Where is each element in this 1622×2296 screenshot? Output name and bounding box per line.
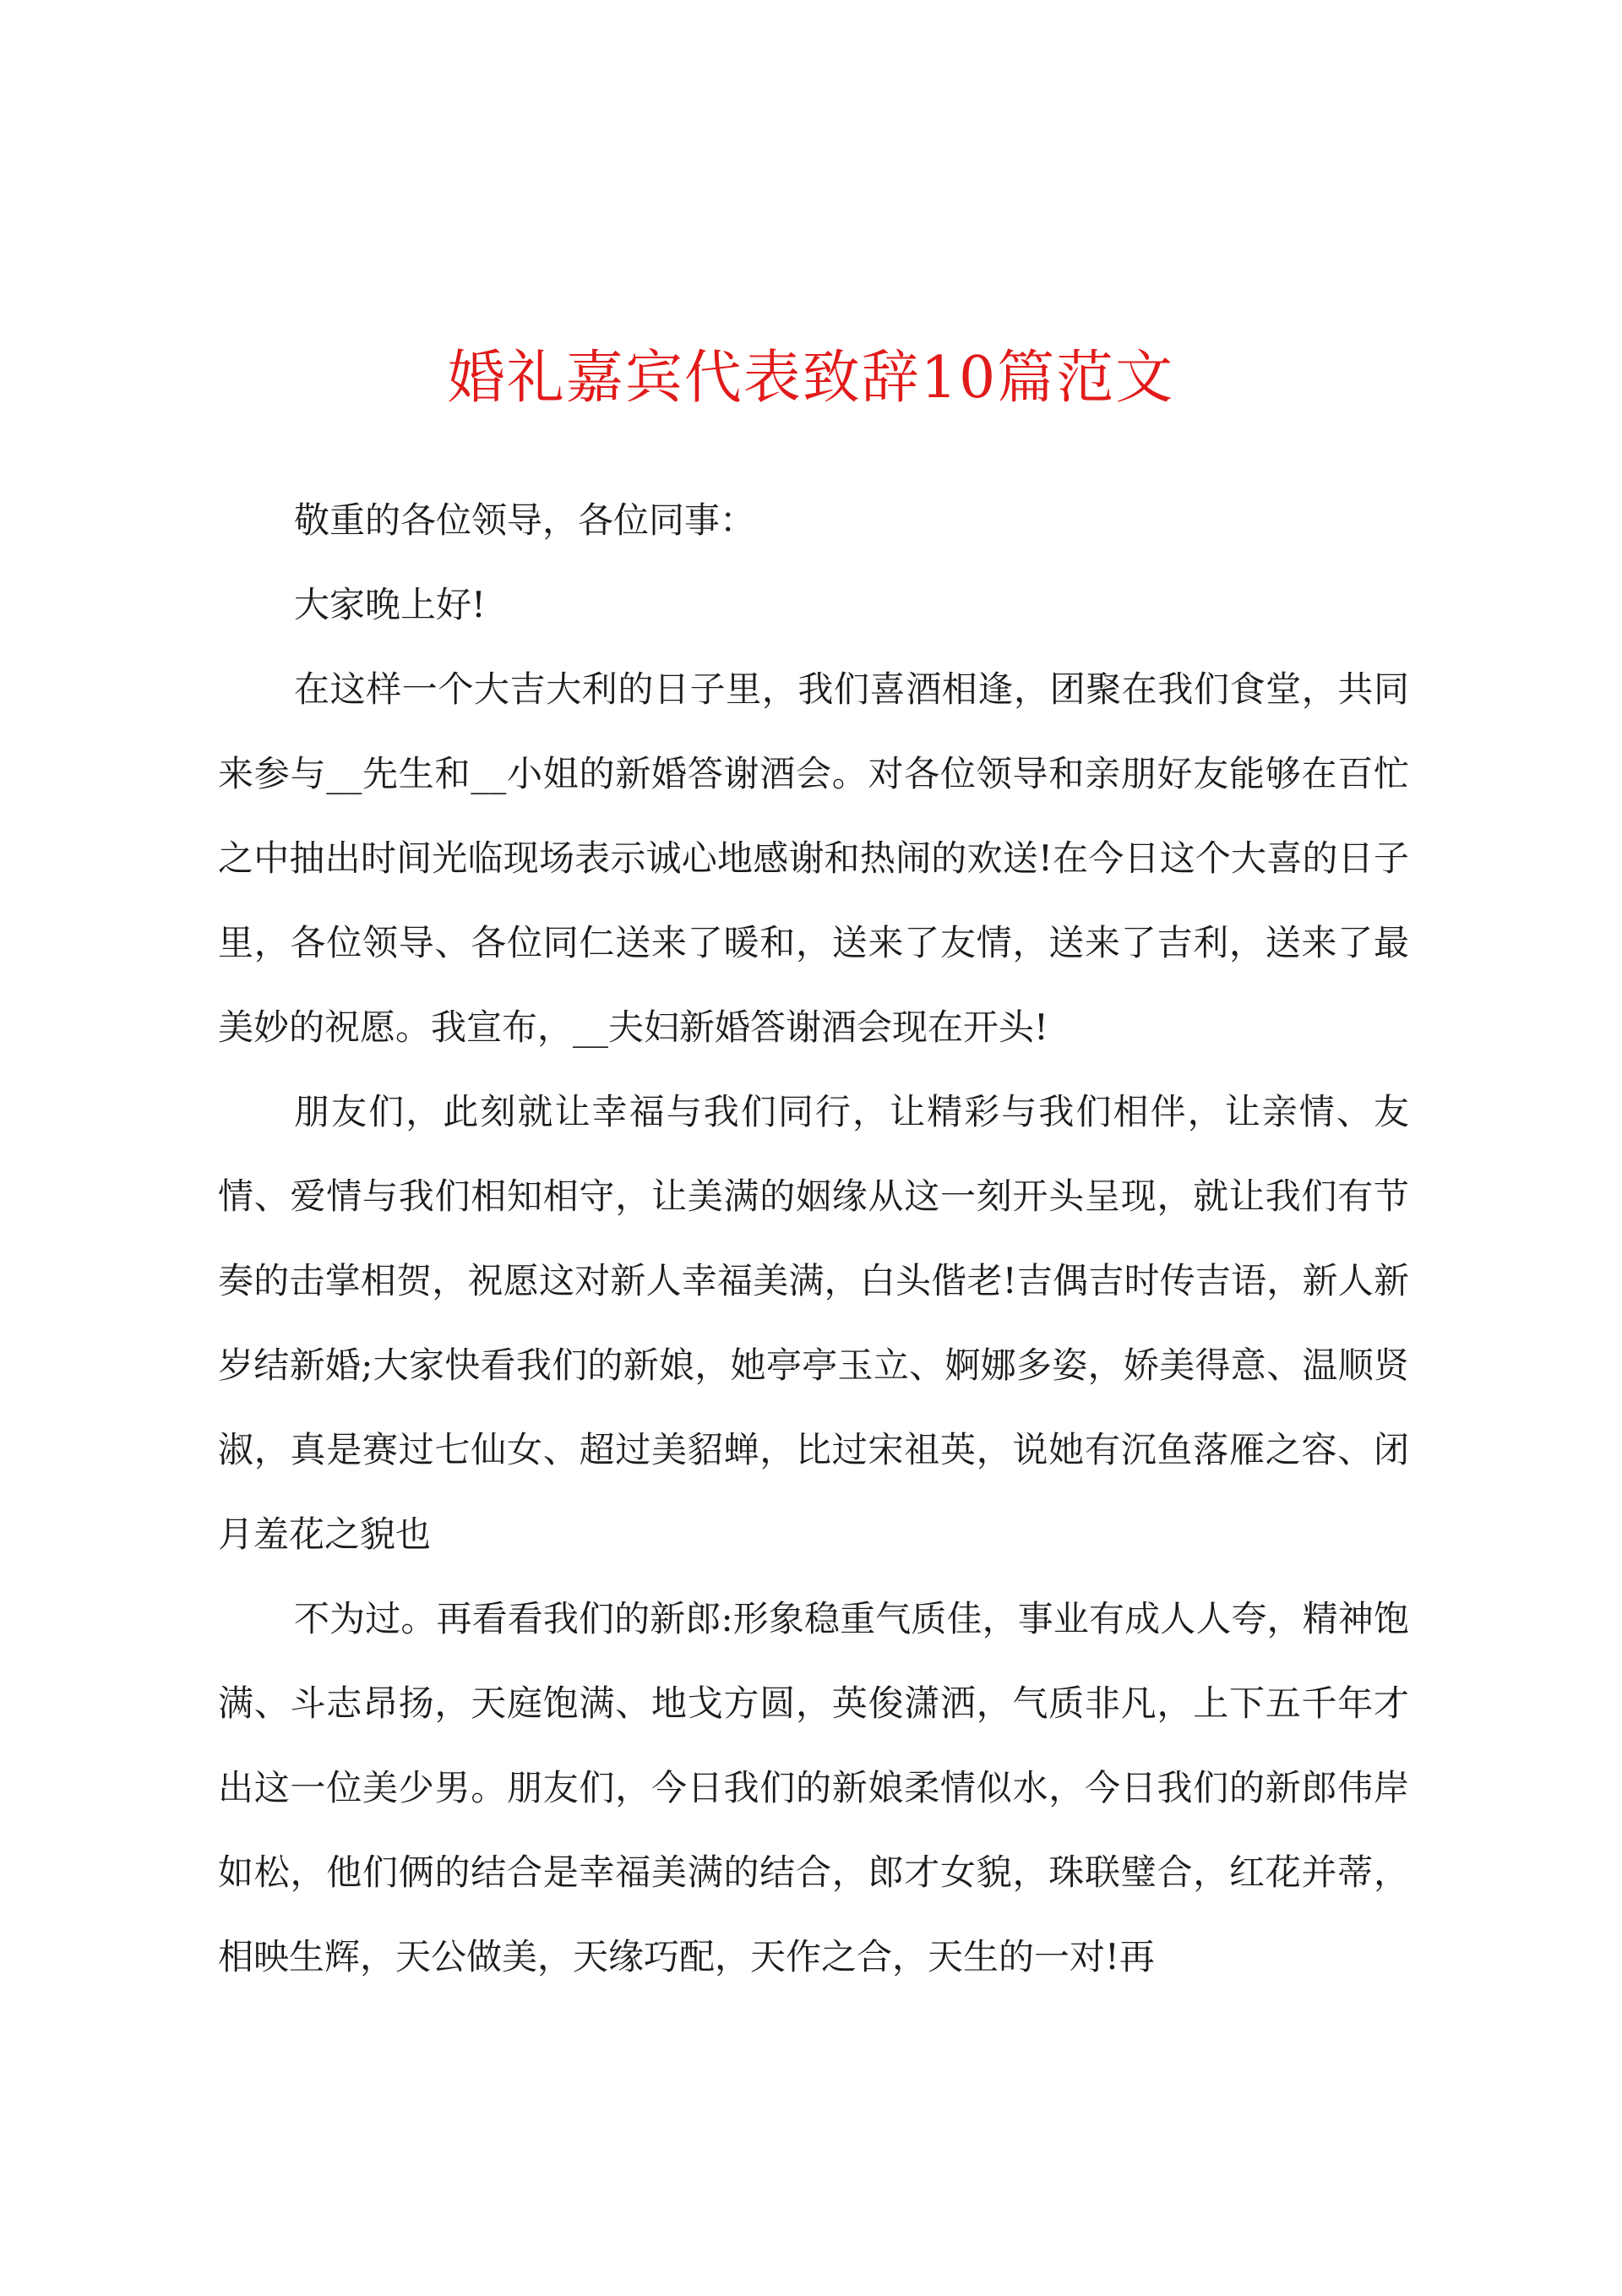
paragraph-greeting: 大家晚上好! xyxy=(294,584,486,625)
paragraph-groom: 不为过。再看看我们的新郎:形象稳重气质佳，事业有成人人夸，精神饱满、斗志昂扬，天庭饱满、地戈方圆，英俊潇洒，气质非凡，上下五千年才出这一位美少男。朋友们，今日我们的新娘柔情似水，今日我们的新郎伟岸如松，他们俩的结合是幸福美满的结合，郎才女貌，珠联璧合，红花并蒂，相映生辉，天公做美，天缘巧配，天作之合，天生的一对!再 xyxy=(218,1598,1409,1977)
paragraph-opening: 在这样一个大吉大利的日子里，我们喜酒相逢，团聚在我们食堂，共同来参与__先生和__小姐的新婚答谢酒会。对各位领导和亲朋好友能够在百忙之中抽出时间光临现场表示诚心地感谢和热闹的欢送!在今日这个大喜的日子里，各位领导、各位同仁送来了暖和，送来了友情，送来了吉利，送来了最美妙的祝愿。我宣布，__夫妇新婚答谢酒会现在开头! xyxy=(218,668,1409,1048)
document-title: 婚礼嘉宾代表致辞10篇范文 xyxy=(447,345,1175,412)
document-body xyxy=(218,478,1409,1999)
paragraph-salutation: 敬重的各位领导，各位同事： xyxy=(294,499,756,541)
paragraph-bride: 朋友们，此刻就让幸福与我们同行，让精彩与我们相伴，让亲情、友情、爱情与我们相知相守，让美满的姻缘从这一刻开头呈现，就让我们有节奏的击掌相贺，祝愿这对新人幸福美满，白头偕老!吉偶吉时传吉语，新人新岁结新婚;大家快看我们的新娘，她亭亭玉立、婀娜多姿，娇美得意、温顺贤淑，真是赛过七仙女、超过美貂蝉，比过宋祖英，说她有沉鱼落雁之容、闭月羞花之貌也 xyxy=(218,1091,1409,1555)
